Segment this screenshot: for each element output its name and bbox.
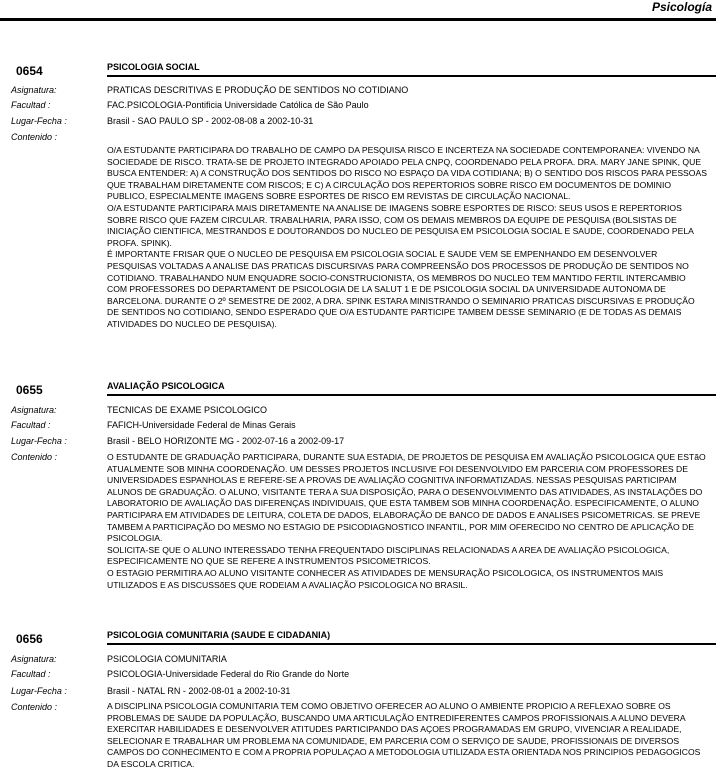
facultad-value: FAC.PSICOLOGIA-Pontificia Universidade Católica de São Paulo <box>107 100 369 110</box>
lugar-fecha-label: Lugar-Fecha : <box>11 686 67 696</box>
course-rule <box>107 394 716 396</box>
contenido-paragraph: O/A ESTUDANTE PARTICIPARA DO TRABALHO DE CAMPO DA PESQUISA RISCO E INCERTEZA NA SOCIEDADE CONTEMPORANEA: VIVENDO NA SOCIEDADE DE RISCO. TRATA-SE DE PROJETO INTEGRADO APOIADO PELA CNPQ, COORDENADO PELA PROFA. DRA. MARY JANE SPINK, QUE BUSCA ENTENDER: A) A CONSTRUÇÃO DOS SENTIDOS DO RISCO NO ESPAÇO DA VIDA COTIDIANA; B) O SENTIDO DOS RISCOS PARA PESSOAS QUE TRABALHAM DIRETAMENTE COM RISCOS; E C) A CIRCULAÇÃO DOS REPERTORIOS SOBRE RISCO EM DOCUMENTOS DE DOMINIO PUBLICO, ESPECIALMENTE IMAGENS SOBRE ESPORTES DE RISCO EM REVISTAS DE CIRCULAÇÃO NACIONAL. <box>107 145 707 202</box>
facultad-field <box>0 669 716 683</box>
course-title: AVALIAÇÃO PSICOLOGICA <box>107 381 225 391</box>
course-title: PSICOLOGIA SOCIAL <box>107 62 200 72</box>
facultad-field <box>0 100 716 114</box>
asignatura-value: PSICOLOGIA COMUNITARIA <box>107 654 227 664</box>
asignatura-label: Asignatura: <box>11 85 57 95</box>
lugar-fecha-value: Brasil - NATAL RN - 2002-08-01 a 2002-10-31 <box>107 686 291 696</box>
page-header <box>0 0 716 20</box>
facultad-label: Facultad : <box>11 420 51 430</box>
lugar-fecha-field <box>0 686 716 700</box>
contenido-text <box>107 452 707 591</box>
header-rule <box>0 18 716 21</box>
course-code: 0655 <box>16 383 43 397</box>
lugar-fecha-field <box>0 436 716 450</box>
contenido-paragraph: É IMPORTANTE FRISAR QUE O NUCLEO DE PESQUISA EM PSICOLOGIA SOCIAL E SAUDE VEM SE EMPENHANDO EM DESENVOLVER PESQUISAS VOLTADAS A ANALISE DAS PRATICAS DISCURSIVAS PARA COMPREENSÃO DOS PROCESSOS DE PRODUÇÃO DE SENTIDOS NO COTIDIANO. TRABALHANDO NUM ENQUADRE SOCIO-CONSTRUCIONISTA, OS MEMBROS DO NUCLEO TEM MANTIDO FERTIL INTERCAMBIO COM PROFESSORES DO DEPARTAMENT DE PSICOLOGIA DE LA SALUT 1 E DE PSICOLOGIA SOCIAL DA UNIVERSIDADE AUTONOMA DE BARCELONA. DURANTE O 2º SEMESTRE DE 2002, A DRA. SPINK ESTARA MINISTRANDO O SEMINARIO PRATICAS DISCURSIVAS E PRODUÇÃO DE SENTIDOS NO COTIDIANO, SENDO ESPERADO QUE O/A ESTUDANTE PARTICIPE TAMBEM DESSE SEMINARIO (E DE TODAS AS DEMAIS ATIVIDADES DO NUCLEO DE PESQUISA). <box>107 249 695 329</box>
facultad-value: FAFICH-Universidade Federal de Minas Gerais <box>107 420 296 430</box>
lugar-fecha-field <box>0 116 716 130</box>
facultad-field <box>0 420 716 434</box>
asignatura-value: PRATICAS DESCRITIVAS E PRODUÇÃO DE SENTIDOS NO COTIDIANO <box>107 85 409 95</box>
contenido-text <box>107 145 707 331</box>
course-title: PSICOLOGIA COMUNITARIA (SAUDE E CIDADANIA) <box>107 630 331 640</box>
asignatura-label: Asignatura: <box>11 654 57 664</box>
contenido-paragraph: O/A ESTUDANTE PARTICIPARA MAIS DIRETAMENTE NA ANALISE DE IMAGENS SOBRE ESPORTES DE RISCO: SEUS USOS E REPERTORIOS SOBRE RISCO QUE FAZEM CIRCULAR. TRABALHARIA, PARA ISSO, COM OS DEMAIS MEMBROS DA EQUIPE DE PESQUISA (BOLSISTAS DE INICIAÇÃO CIENTIFICA, MESTRANDOS E DOUTORANDOS DO NUCLEO DE PESQUISA EM PSICOLOGIA SOCIAL E SAUDE, COORDENADO PELA PROFA. SPINK). <box>107 202 694 248</box>
lugar-fecha-label: Lugar-Fecha : <box>11 436 67 446</box>
lugar-fecha-label: Lugar-Fecha : <box>11 116 67 126</box>
asignatura-field <box>0 405 716 419</box>
facultad-label: Facultad : <box>11 100 51 110</box>
asignatura-field <box>0 85 716 99</box>
contenido-text <box>107 701 707 771</box>
contenido-paragraph: O ESTAGIO PERMITIRA AO ALUNO VISITANTE CONHECER AS ATIVIDADES DE MENSURAÇÃO PSICOLOGICA, OS INSTRUMENTOS MAIS UTILIZADOS E AS DISCUSSõES QUE RODEIAM A AVALIAÇÃO PSICOLOGICA NO BRASIL. <box>107 567 664 590</box>
contenido-field <box>0 132 716 146</box>
lugar-fecha-value: Brasil - SAO PAULO SP - 2002-08-08 a 2002-10-31 <box>107 116 314 126</box>
contenido-paragraph: O ESTUDANTE DE GRADUAÇÃO PARTICIPARA, DURANTE SUA ESTADIA, DE PROJETOS DE PESQUISA EM AVALIAÇÃO PSICOLOGICA QUE ESTãO ATUALMENTE SOB MINHA COORDENAÇÃO. UM DESSES PROJETOS INCLUSIVE FOI DESENVOLVIDO EM PARCERIA COM PROFESSORES DE UNIVERSIDADES ESPANHOLAS E REFERE-SE A PROVAS DE AVALIAÇÃO COGNITIVA INFORMATIZADAS. NESSAS PESQUISAS PARTICIPAM ALUNOS DE GRADUAÇÃO. O ALUNO, VISITANTE TERA A SUA DISPOSIÇÃO, PARA O DESENVOLVIMENTO DAS ATIVIDADES, AS INSTALAÇÕES DO LABORATORIO DE AVALIAÇÃO DAS DIFERENÇAS INDIVIDUAIS, QUE ESTA TAMBEM SOB MINHA COORDENAÇÃO. ESPECIFICAMENTE, O ALUNO PARTICIPARA EM ATIVIDADES DE LEITURA, COLETA DE DADOS, ELABORAÇÃO DE BANCO DE DADOS E ANALISES PSICOMETRICAS. SE PREVE TAMBEM A PARTICIPAÇÃO DO MESMO NO ESTAGIO DE PSICODIAGNOSTICO INFANTIL, POR MIM OFERECIDO NO CENTRO DE APLICAÇÃO DE PSICOLOGIA. <box>107 452 706 544</box>
course-rule <box>107 75 716 77</box>
asignatura-field <box>0 654 716 668</box>
contenido-label: Contenido : <box>11 452 58 462</box>
asignatura-value: TECNICAS DE EXAME PSICOLOGICO <box>107 405 268 415</box>
asignatura-label: Asignatura: <box>11 405 57 415</box>
contenido-paragraph: A DISCIPLINA PSICOLOGIA COMUNITARIA TEM COMO OBJETIVO OFERECER AO ALUNO O AMBIENTE PROPICIO A REFLEXAO SOBRE OS PROBLEMAS DE SAUDE DA POPULAÇÃO, BUSCANDO UMA ARTICULAÇÃO ENTREDIFERENTES CAMPOS PROFISSIONAIS.A ALUNO DEVERA EXERCITAR HABILIDADES E DESENVOLVER ATITUDES PARTICIPANDO DAS AÇOES PROGRAMADAS EM GRUPO, VIVENCIAR A REALIDADE, SELECIONAR E TRABALHAR UM PROBLEMA NA COMUNIDADE, EM PARCERIA COM O SERVIÇO DE SAUDE, PROFISSIONAIS DE DIVERSOS CAMPOS DO CONHECIMENTO E COM A PROPRIA POPULAÇAO A METODOLOGIA UTILIZADA ESTA ORIENTADA NOS PRINCIPIOS PEDAGOGICOS DA ESCOLA CRITICA. <box>107 701 701 769</box>
facultad-value: PSICOLOGIA-Universidade Federal do Rio Grande do Norte <box>107 669 350 679</box>
course-rule <box>107 643 716 645</box>
contenido-label: Contenido : <box>11 702 58 712</box>
course-code: 0656 <box>16 632 43 646</box>
lugar-fecha-value: Brasil - BELO HORIZONTE MG - 2002-07-16 a 2002-09-17 <box>107 436 345 446</box>
course-code: 0654 <box>16 64 43 78</box>
page-title: Psicología <box>651 0 712 14</box>
facultad-label: Facultad : <box>11 669 51 679</box>
contenido-label: Contenido : <box>11 132 58 142</box>
contenido-paragraph: SOLICITA-SE QUE O ALUNO INTERESSADO TENHA FREQUENTADO DISCIPLINAS RELACIONADAS A AREA DE AVALIAÇÃO PSICOLOGICA, ESPECIFICAMENTE NO QUE SE REFERE A INSTRUMENTOS PSICOMETRICOS. <box>107 544 670 567</box>
